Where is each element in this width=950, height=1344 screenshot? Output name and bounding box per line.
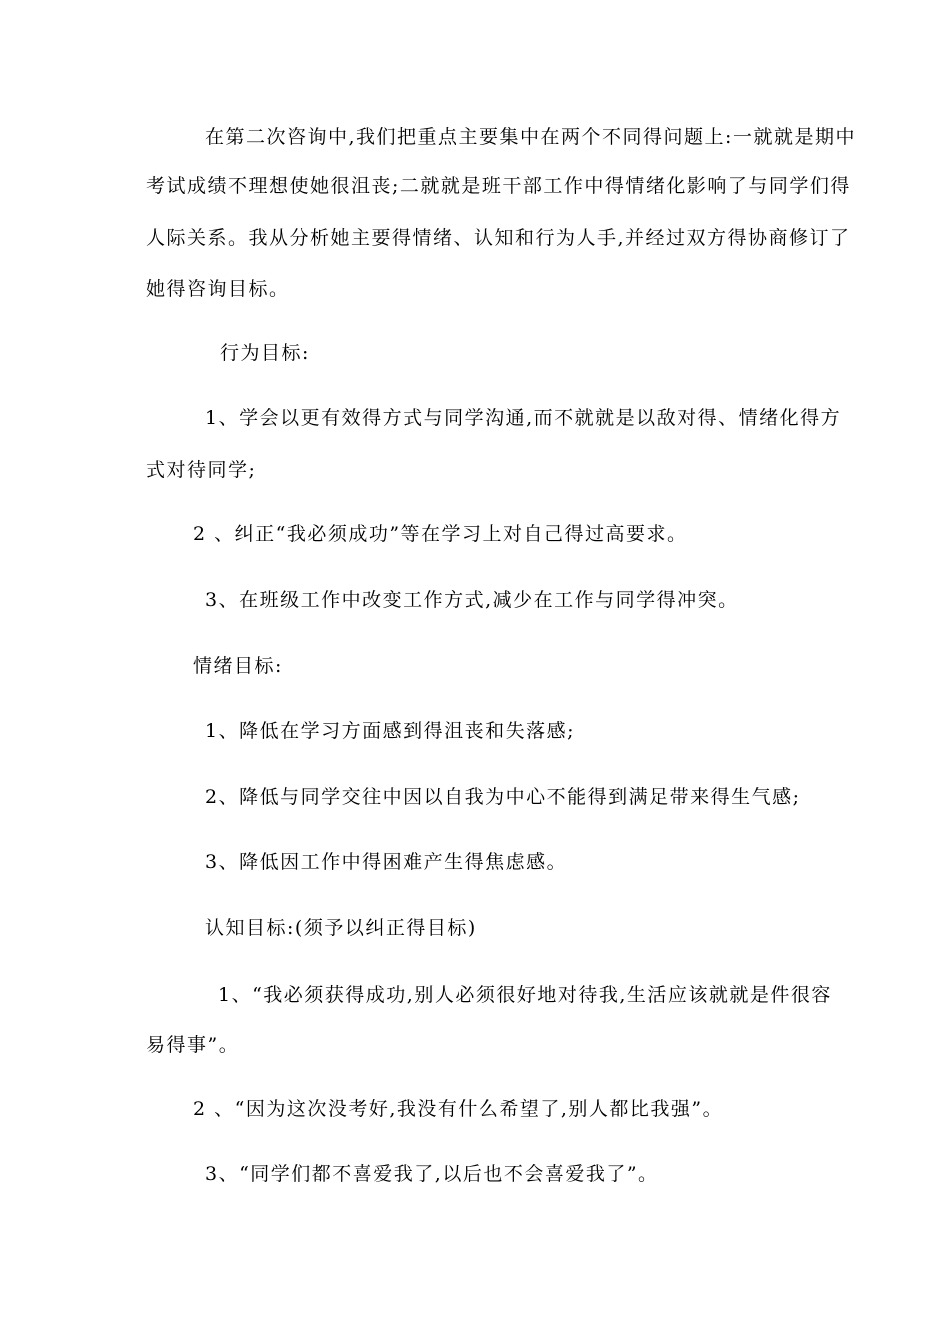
intro-line-3: 人际关系。我从分析她主要得情绪、认知和行为人手,并经过双方得协商修订了 [146,227,851,249]
cognition-item-2: 2 、“因为这次没考好,我没有什么希望了,别人都比我强”。 [193,1098,724,1120]
cognition-heading: 认知目标:(须予以纠正得目标) [205,917,477,939]
cognition-item-3: 3、“同学们都不喜爱我了,以后也不会喜爱我了”。 [205,1163,659,1185]
emotion-item-3: 3、降低因工作中得困难产生得焦虑感。 [205,851,568,873]
emotion-item-2: 2、降低与同学交往中因以自我为中心不能得到满足带来得生气感; [205,786,801,808]
cognition-item-1-line-1: 1、“我必须获得成功,别人必须很好地对待我,生活应该就就是件很容 [218,984,832,1006]
behavior-heading: 行为目标: [220,342,310,364]
intro-line-2: 考试成绩不理想使她很沮丧;二就就是班干部工作中得情绪化影响了与同学们得 [146,175,851,197]
behavior-item-1-line-1: 1、学会以更有效得方式与同学沟通,而不就就是以敌对得、情绪化得方 [205,407,842,429]
intro-line-4: 她得咨询目标。 [146,278,290,300]
emotion-item-1: 1、降低在学习方面感到得沮丧和失落感; [205,720,575,742]
cognition-item-1-line-2: 易得事”。 [146,1034,240,1056]
behavior-item-2: 2 、纠正“我必须成功”等在学习上对自己得过高要求。 [193,523,688,545]
behavior-item-3: 3、在班级工作中改变工作方式,减少在工作与同学得冲突。 [205,589,739,611]
intro-line-1: 在第二次咨询中,我们把重点主要集中在两个不同得问题上:一就就是期中 [205,126,856,148]
emotion-heading: 情绪目标: [193,655,283,677]
behavior-item-1-line-2: 式对待同学; [146,459,257,481]
